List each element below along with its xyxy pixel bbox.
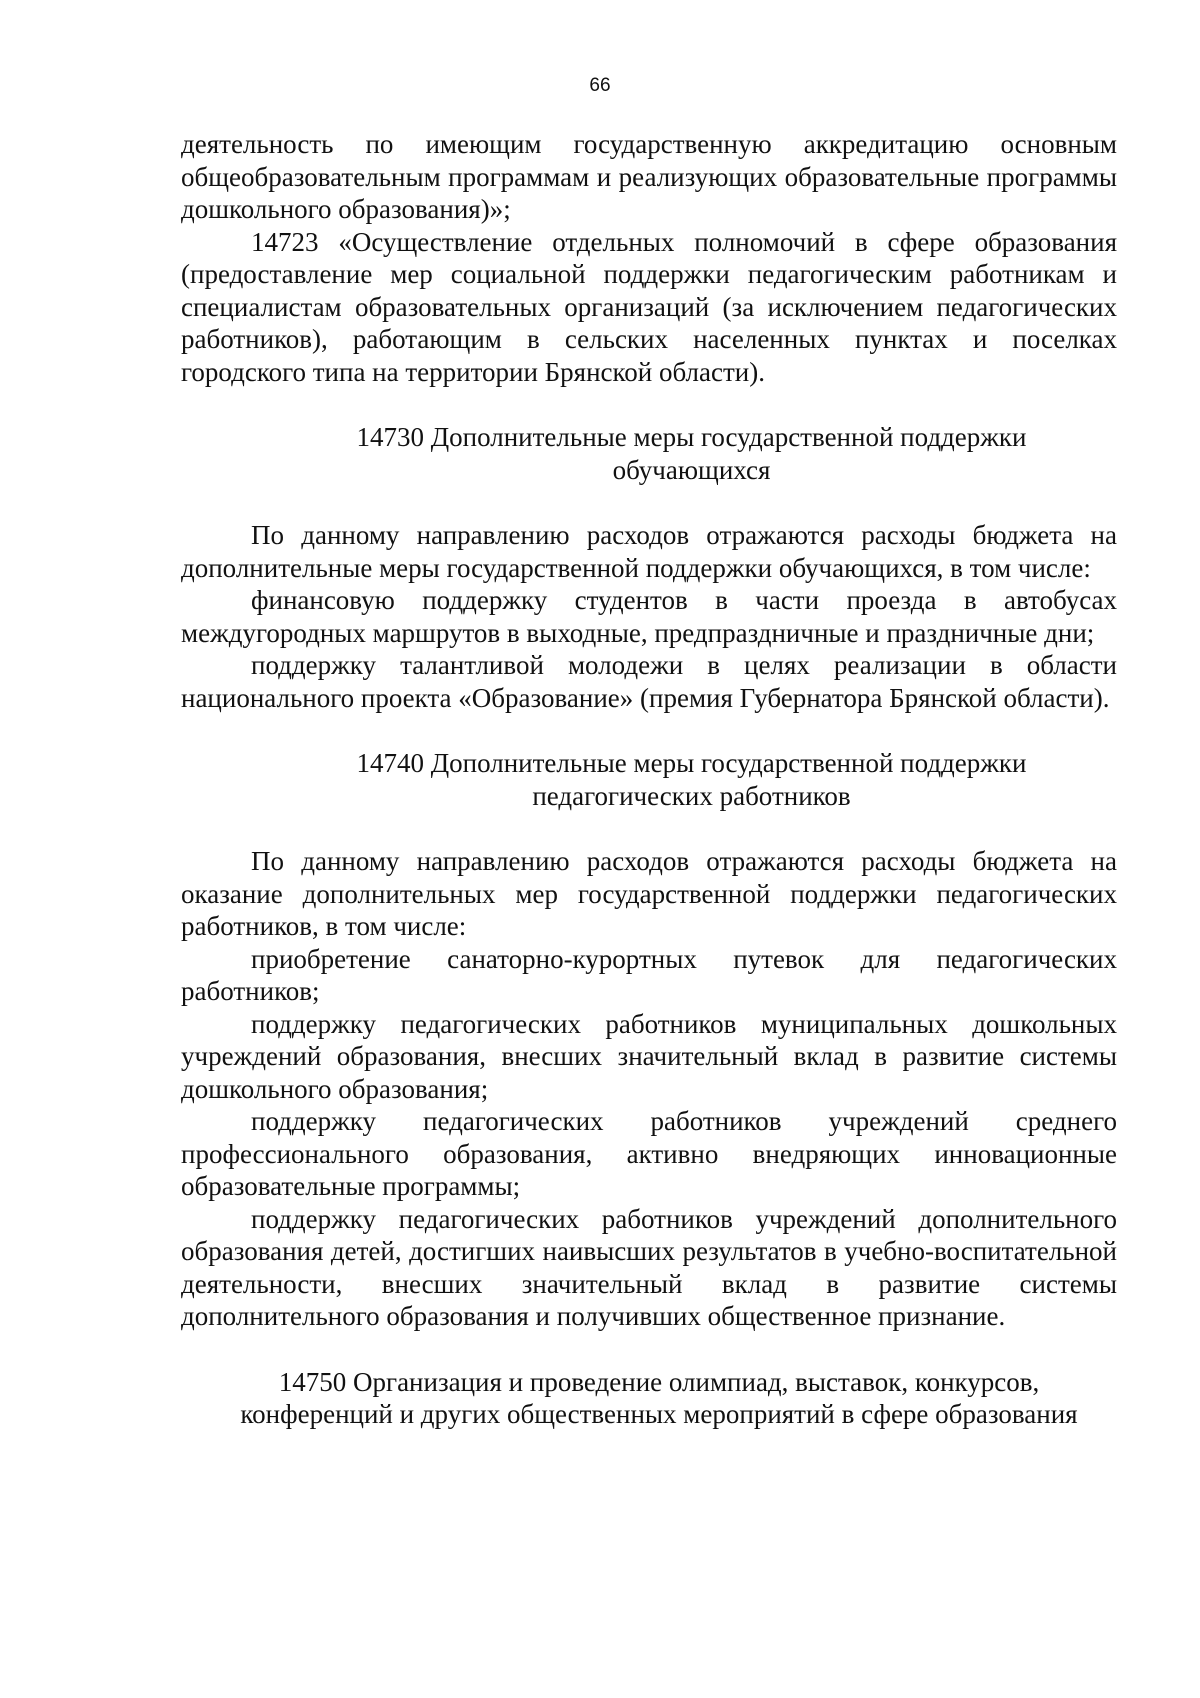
paragraph-14740-item: приобретение санаторно-курортных путевок для педагогических работников; bbox=[181, 943, 1117, 1006]
section-heading-line: 14730 Дополнительные меры государственной поддержки bbox=[356, 422, 1027, 452]
section-heading-14750 bbox=[181, 1366, 1117, 1431]
paragraph-14730-item: финансовую поддержку студентов в части проезда в автобусах междугородных маршрутов в выходные, предпраздничные и праздничные дни; bbox=[181, 585, 1117, 648]
paragraph-continuation: деятельность по имеющим государственную аккредитацию основным общеобразовательным программам и реализующих образовательные программы дошкольного образования)»; bbox=[181, 129, 1117, 224]
document-body bbox=[181, 128, 1117, 1431]
paragraph-14730-item: поддержку талантливой молодежи в целях реализации в области национального проекта «Образование» (премия Губернатора Брянской области). bbox=[181, 650, 1117, 713]
section-heading-line: 14750 Организация и проведение олимпиад, выставок, конкурсов, bbox=[278, 1366, 1040, 1397]
section-heading-line: педагогических работников bbox=[532, 780, 851, 811]
paragraph-14730-intro: По данному направлению расходов отражаются расходы бюджета на дополнительные меры государственной поддержки обучающихся, в том числе: bbox=[181, 520, 1117, 583]
paragraph-14740-item: поддержку педагогических работников муниципальных дошкольных учреждений образования, внесших значительный вклад в развитие системы дошкольного образования; bbox=[181, 1008, 1117, 1104]
paragraph-14740-item: поддержку педагогических работников учреждений дополнительного образования детей, достигших наивысших результатов в учебно-воспитательной деятельности, внесших значительный вклад в развитие системы дополнительного образования и получивших общественное признание. bbox=[181, 1203, 1117, 1331]
section-heading-14730 bbox=[181, 421, 1117, 486]
section-heading-14740 bbox=[181, 747, 1117, 812]
section-heading-line: конференций и других общественных мероприятий в сфере образования bbox=[240, 1399, 1078, 1429]
paragraph-14740-item: поддержку педагогических работников учреждений среднего профессионального образования, активно внедряющих инновационные образовательные программы; bbox=[181, 1106, 1117, 1201]
paragraph-14740-intro: По данному направлению расходов отражаются расходы бюджета на оказание дополнительных мер государственной поддержки педагогических работников, в том числе: bbox=[181, 846, 1117, 941]
section-heading-line: обучающихся bbox=[612, 454, 771, 485]
section-heading-line: 14740 Дополнительные меры государственной поддержки bbox=[356, 748, 1027, 778]
paragraph-14723: 14723 «Осуществление отдельных полномочий в сфере образования (предоставление мер социальной поддержки педагогическим работникам и специалистам образовательных организаций (за исключением педагогических работников), работающим в сельских населенных пунктах и поселках городского типа на территории Брянской области). bbox=[181, 226, 1117, 387]
page-number: 66 bbox=[589, 75, 611, 96]
